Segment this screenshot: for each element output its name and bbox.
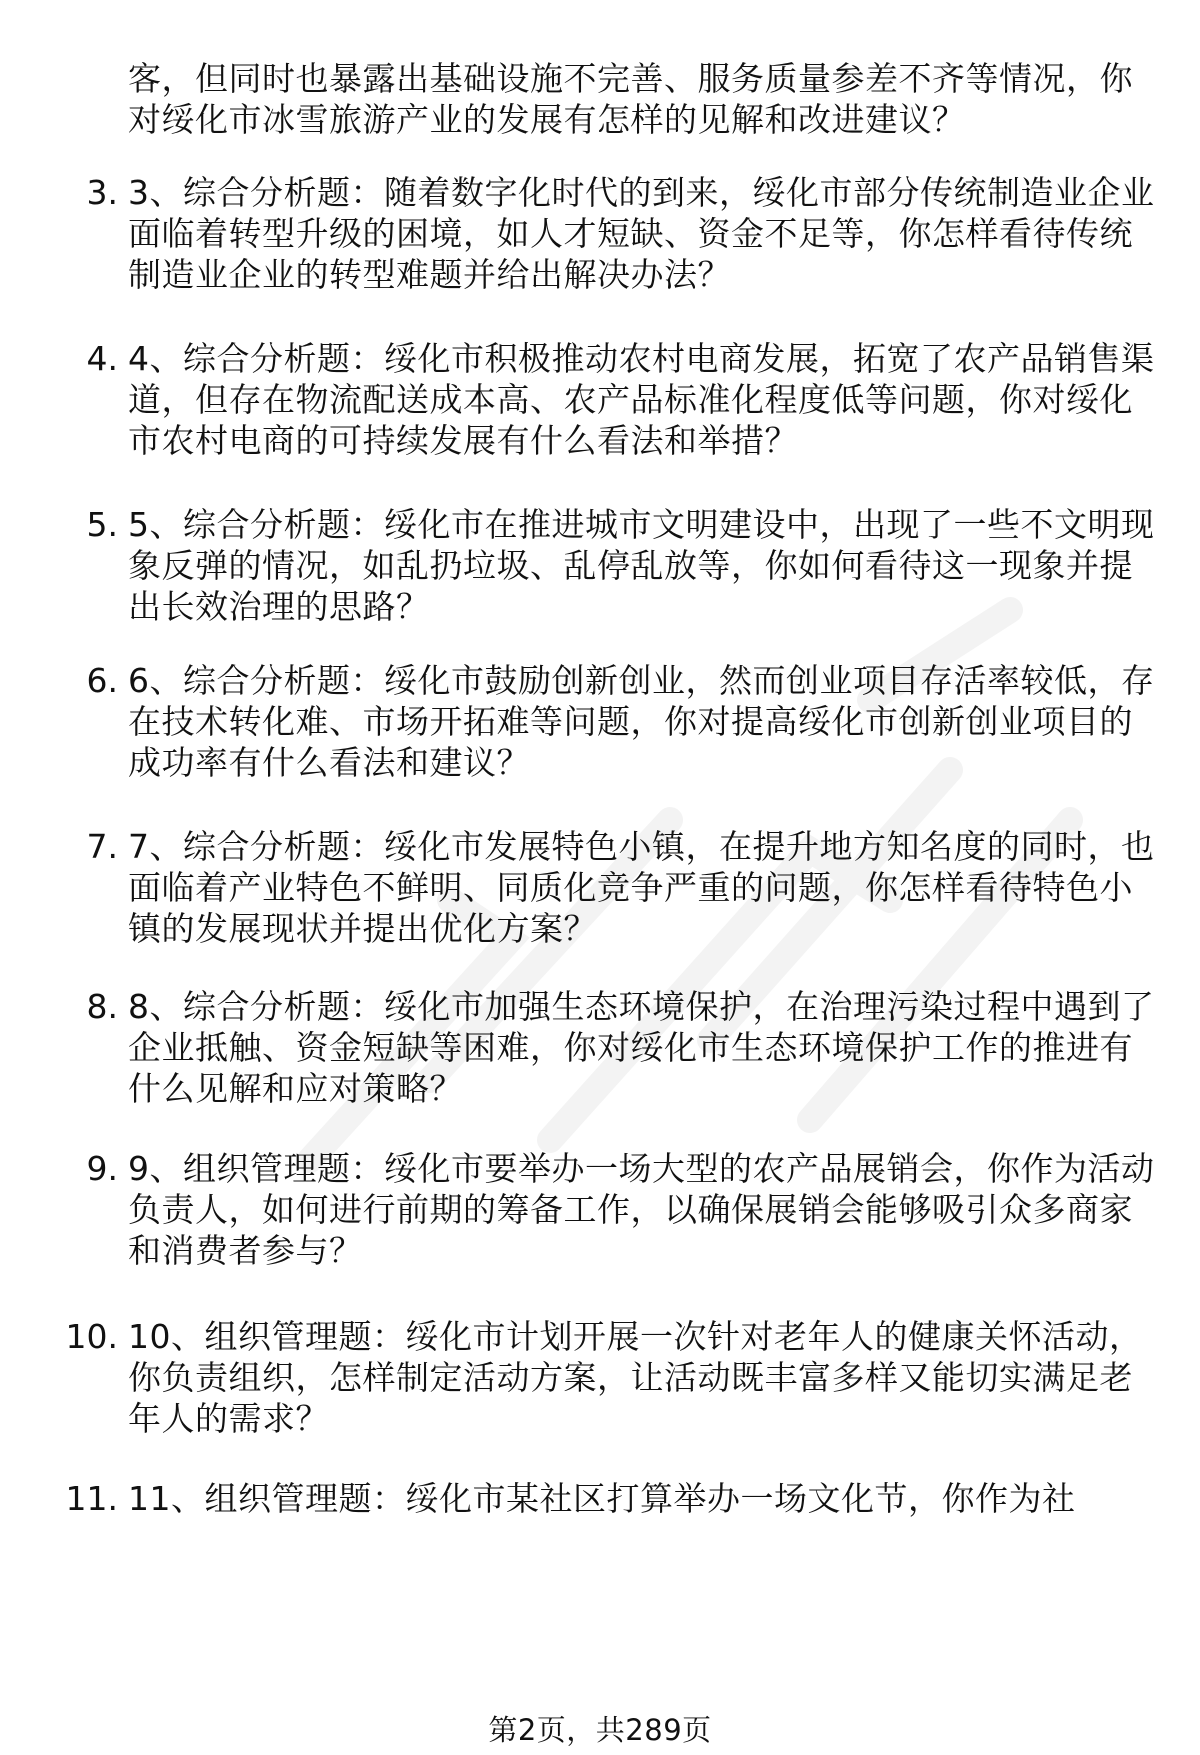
list-item-text: 5、综合分析题：绥化市在推进城市文明建设中，出现了一些不文明现象反弹的情况，如乱扔垃圾、乱停乱放等，你如何看待这一现象并提出长效治理的思路？ bbox=[128, 505, 1155, 626]
list-item-number: 4. bbox=[86, 339, 118, 378]
list-item-number: 7. bbox=[86, 827, 118, 866]
list-item-number: 10. bbox=[65, 1317, 118, 1356]
list-item-number: 5. bbox=[86, 505, 118, 544]
list-item-number: 9. bbox=[86, 1149, 118, 1188]
list-item-text: 9、组织管理题：绥化市要举办一场大型的农产品展销会，你作为活动负责人，如何进行前期的筹备工作，以确保展销会能够吸引众多商家和消费者参与？ bbox=[128, 1149, 1155, 1270]
list-item-text: 3、综合分析题：随着数字化时代的到来，绥化市部分传统制造业企业面临着转型升级的困境，如人才短缺、资金不足等，你怎样看待传统制造业企业的转型难题并给出解决办法？ bbox=[128, 173, 1155, 294]
list-item-text: 8、综合分析题：绥化市加强生态环境保护，在治理污染过程中遇到了企业抵触、资金短缺等困难，你对绥化市生态环境保护工作的推进有什么见解和应对策略？ bbox=[128, 987, 1155, 1108]
list-item-number: 8. bbox=[86, 987, 118, 1026]
list-item-number: 11. bbox=[65, 1479, 118, 1518]
list-item-text: 10、组织管理题：绥化市计划开展一次针对老年人的健康关怀活动，你负责组织，怎样制定活动方案，让活动既丰富多样又能切实满足老年人的需求？ bbox=[128, 1317, 1143, 1438]
page-footer: 第2页，共289页 bbox=[488, 1713, 712, 1747]
list-item-text: 6、综合分析题：绥化市鼓励创新创业，然而创业项目存活率较低，存在技术转化难、市场开拓难等问题，你对提高绥化市创新创业项目的成功率有什么看法和建议？ bbox=[128, 661, 1155, 782]
list-item-text: 4、综合分析题：绥化市积极推动农村电商发展，拓宽了农产品销售渠道，但存在物流配送成本高、农产品标准化程度低等问题，你对绥化市农村电商的可持续发展有什么看法和举措？ bbox=[128, 339, 1155, 460]
list-item-text: 7、综合分析题：绥化市发展特色小镇，在提升地方知名度的同时，也面临着产业特色不鲜明、同质化竞争严重的问题，你怎样看待特色小镇的发展现状并提出优化方案？ bbox=[128, 827, 1155, 948]
continuation-paragraph: 客，但同时也暴露出基础设施不完善、服务质量参差不齐等情况，你对绥化市冰雪旅游产业的发展有怎样的见解和改进建议？ bbox=[128, 59, 1133, 139]
list-item-number: 6. bbox=[86, 661, 118, 700]
list-item-text: 11、组织管理题：绥化市某社区打算举办一场文化节，你作为社 bbox=[128, 1479, 1076, 1518]
list-item-number: 3. bbox=[86, 173, 118, 212]
